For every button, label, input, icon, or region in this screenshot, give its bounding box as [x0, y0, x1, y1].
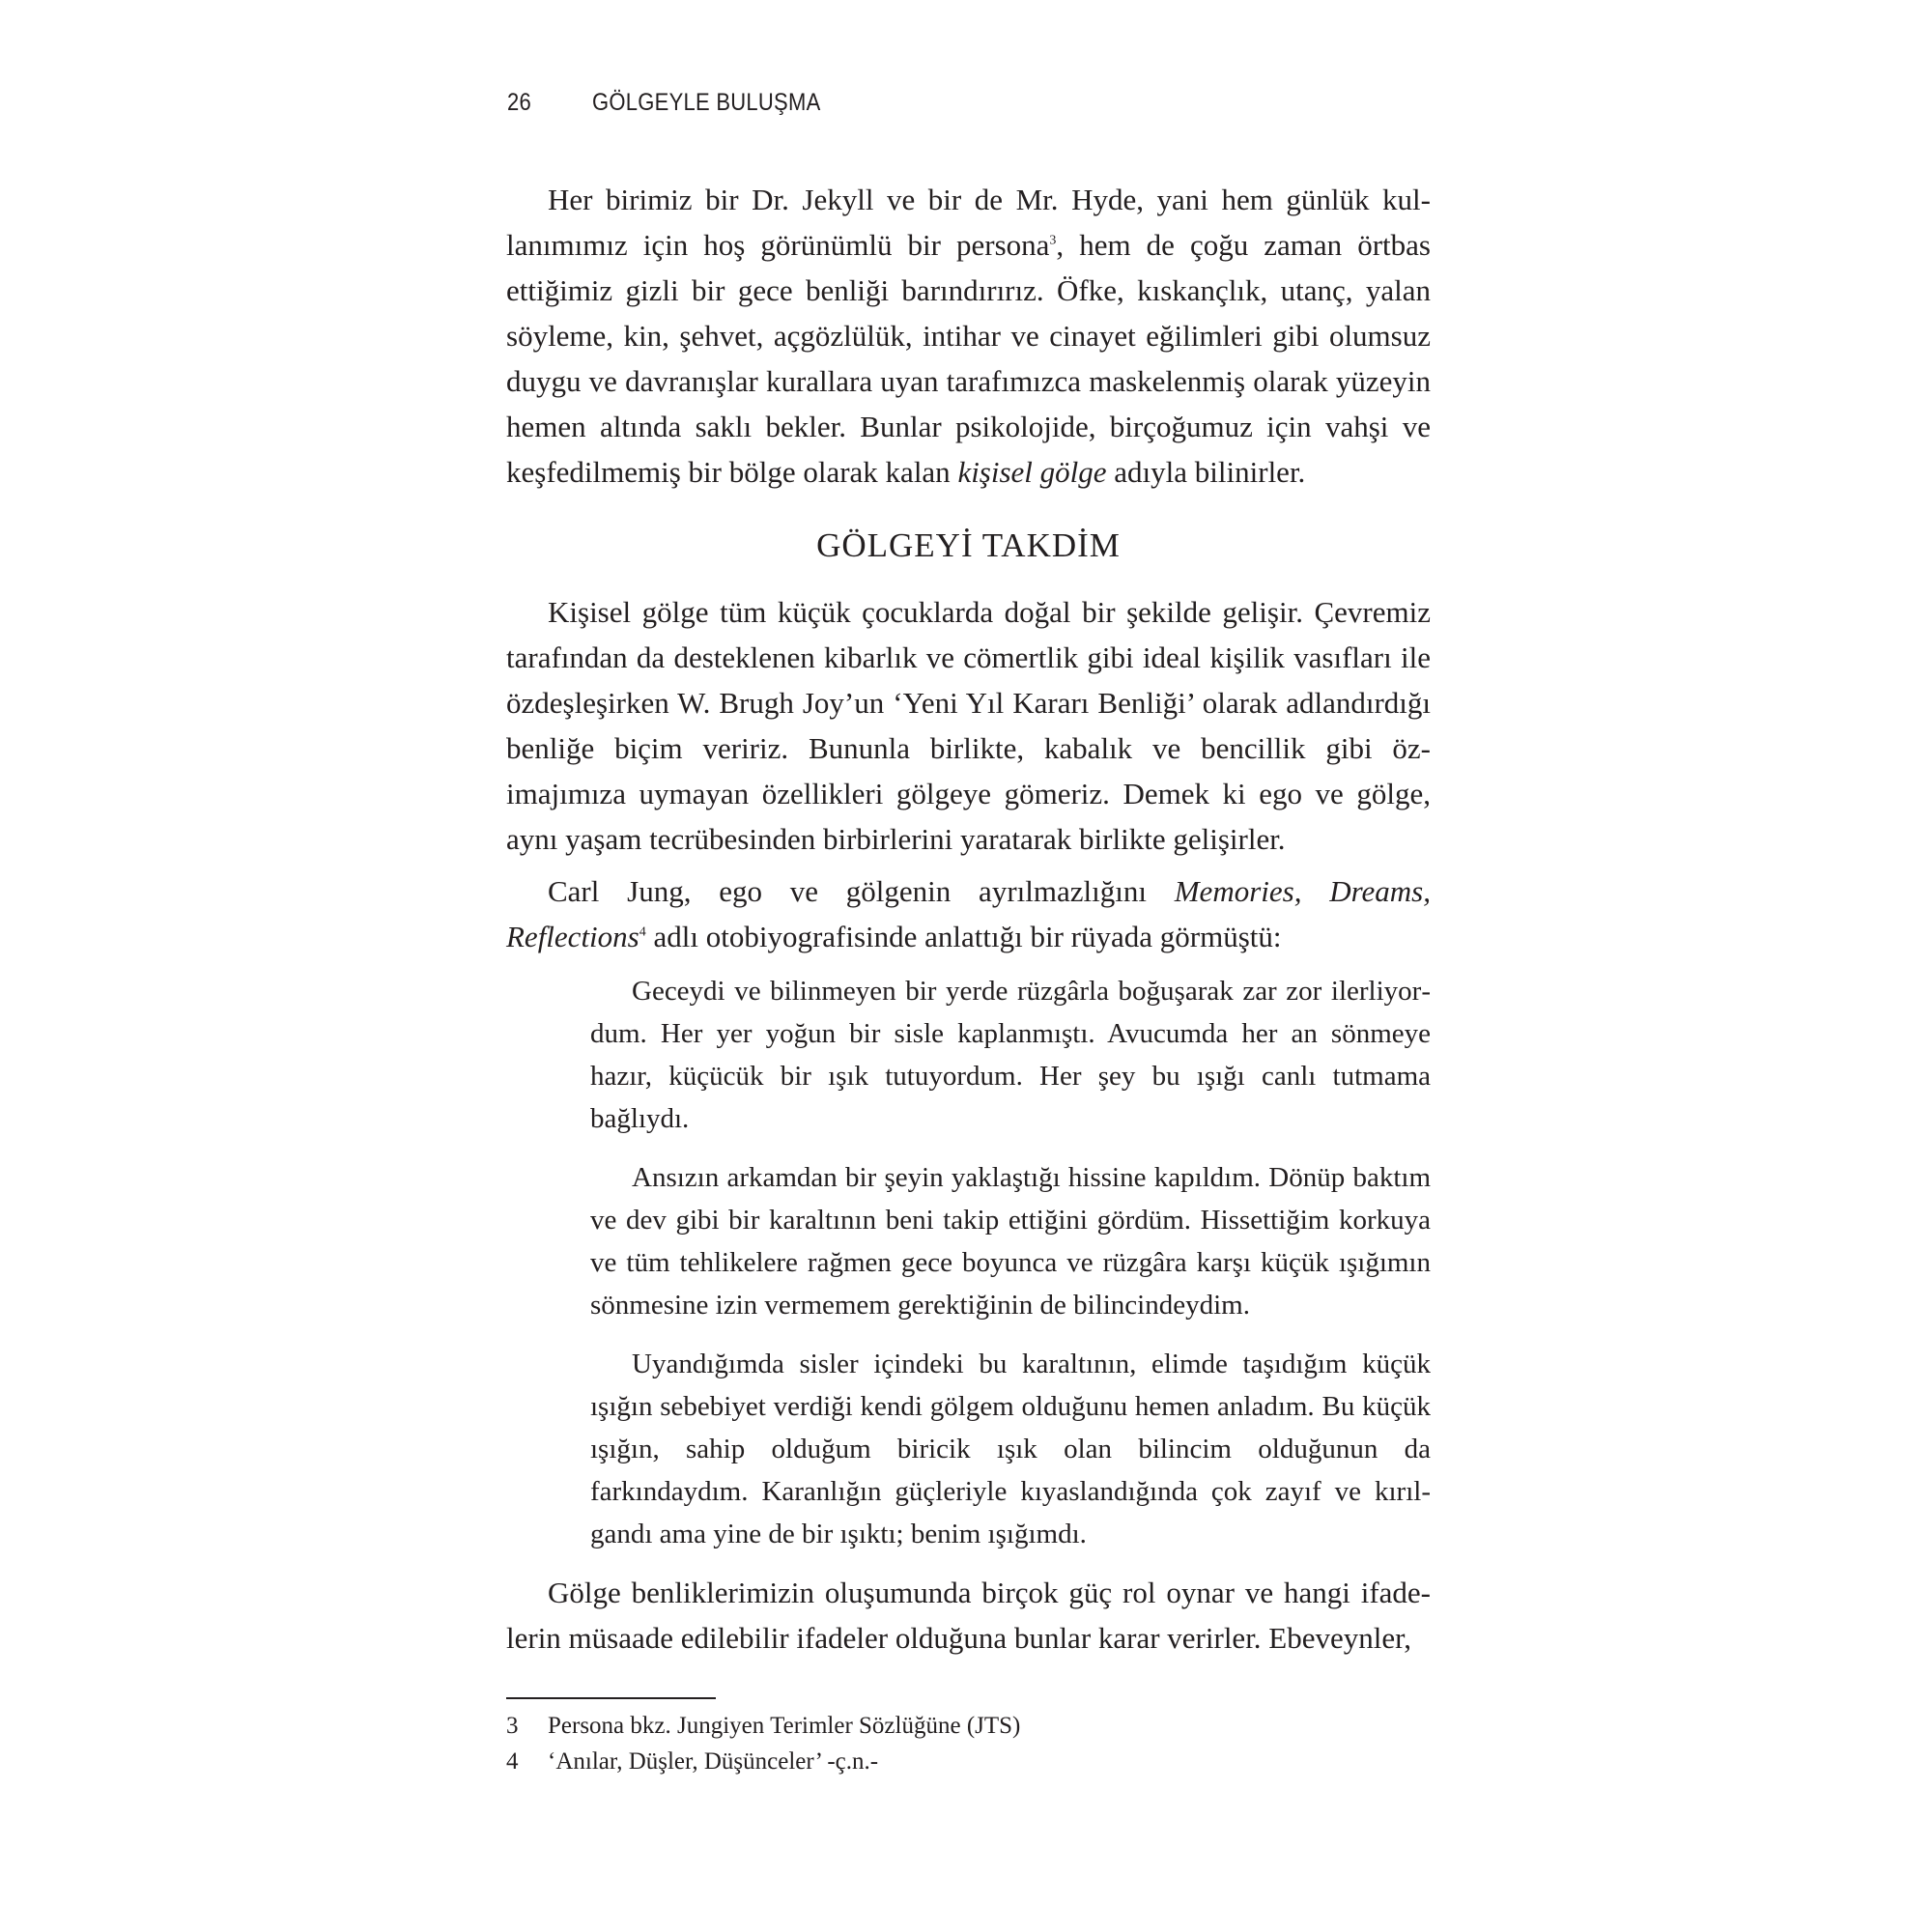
quote-paragraph-3: Uyandığımda sisler içindeki bu karaltının, elimde taşıdığım küçük ışığın sebebiyet verdiği kendi gölgem olduğunu hemen anladım. Bu küçük ışığın, sahip olduğum biricik ışık olan bilincim olduğunun da farkındaydım. Karanlığın güçleriyle kıyaslandığında çok zayıf ve kırılgandı ama yine de bir ışıktı; benim ışığımdı. — [590, 1349, 1431, 1549]
intro-paragraph-text-2: , hem de çoğu zaman örtbas ettiğimiz gizli bir gece benliği barındırırız. Öfke, kıskançlık, utanç, yalan söyleme, kin, şehvet, açgözlülük, intihar ve cinayet eğilimleri gibi olumsuz duygu ve davranışlar kurallara uyan tarafımızca maskelenmiş olarak yüzeyin hemen altında saklı bekler. Bunlar psikolojide, birçoğumuz için vahşi ve keşfedilmemiş bir bölge olarak kalan — [506, 228, 1431, 489]
intro-paragraph-text-3: adıyla bilinirler. — [1106, 455, 1306, 489]
footnote-number: 4 — [506, 1748, 519, 1775]
footnote-3 — [506, 1708, 1431, 1744]
quote-paragraph-2: Ansızın arkamdan bir şeyin yaklaştığı hissine kapıldım. Dönüp baktım ve dev gibi bir karaltının beni takip ettiğini gördüm. Hissettiğim korkuya ve tüm tehlikelere rağmen gece boyunca ve rüzgâra karşı küçük ışığımın sönmesine izin vermemem gerektiğinin de bilincindeydim. — [590, 1162, 1431, 1321]
footnotes — [506, 1708, 1431, 1779]
intro-paragraph-text-1: Her birimiz bir Dr. Jekyll ve bir de Mr. Hyde, yani hem günlük kullanımımız için hoş görünümlü bir persona — [506, 183, 1431, 262]
footnote-text: ‘Anılar, Düşler, Düşünceler’ -ç.n.- — [548, 1748, 879, 1775]
footnote-divider — [506, 1697, 716, 1699]
intro-paragraph-emphasis: kişisel gölge — [957, 455, 1107, 489]
quote-paragraph-1: Geceydi ve bilinmeyen bir yerde rüzgârla boğuşarak zar zor ilerliyordum. Her yer yoğun bir sisle kaplanmıştı. Avucumda her an sönmeye hazır, küçücük bir ışık tutuyordum. Her şey bu ışığı canlı tutmama bağlıydı. — [590, 976, 1431, 1134]
block-quote — [590, 970, 1431, 1555]
running-head — [507, 89, 821, 117]
section-paragraph-2-text-1: Carl Jung, ego ve gölgenin ayrılmazlığını — [548, 874, 1175, 908]
section-text-block — [506, 589, 1431, 959]
intro-text-block — [506, 177, 1431, 495]
book-title: Memories, Dreams, Reflections — [506, 874, 1431, 953]
section-paragraph-2-text-2: adlı otobiyografisinde anlattığı bir rüyada görmüştü: — [645, 920, 1282, 953]
closing-paragraph: Gölge benliklerimizin oluşumunda birçok güç rol oynar ve hangi ifadelerin müsaade edilebilir ifadeler olduğuna bunlar karar verirler. Ebeveynler, — [506, 1576, 1431, 1655]
running-head-title: GÖLGEYLE BULUŞMA — [592, 89, 821, 116]
section-paragraph-1: Kişisel gölge tüm küçük çocuklarda doğal bir şekilde gelişir. Çevremiz tarafından da desteklenen kibarlık ve cömertlik gibi ideal kişilik vasıfları ile özdeşleşirken W. Brugh Joy’un ‘Yeni Yıl Kararı Benliği’ olarak adlandırdığı benliğe biçim veririz. Bununla birlikte, kabalık ve bencillik gibi öz-imajımıza uymayan özellikleri gölgeye gömeriz. Demek ki ego ve gölge, aynı yaşam tecrübesinden birbirlerini yaratarak birlikte gelişirler. — [506, 595, 1431, 856]
closing-text-block — [506, 1570, 1431, 1661]
page-number: 26 — [507, 89, 532, 116]
footnote-ref-4: 4 — [639, 924, 646, 940]
intro-paragraph — [506, 177, 1431, 495]
footnote-ref-3: 3 — [1049, 233, 1057, 248]
footnote-text: Persona bkz. Jungiyen Terimler Sözlüğüne (JTS) — [548, 1713, 1021, 1739]
section-heading: GÖLGEYİ TAKDİM — [816, 526, 1121, 564]
footnote-4 — [506, 1744, 1431, 1779]
footnote-number: 3 — [506, 1713, 519, 1739]
section-paragraph-2 — [506, 868, 1431, 959]
